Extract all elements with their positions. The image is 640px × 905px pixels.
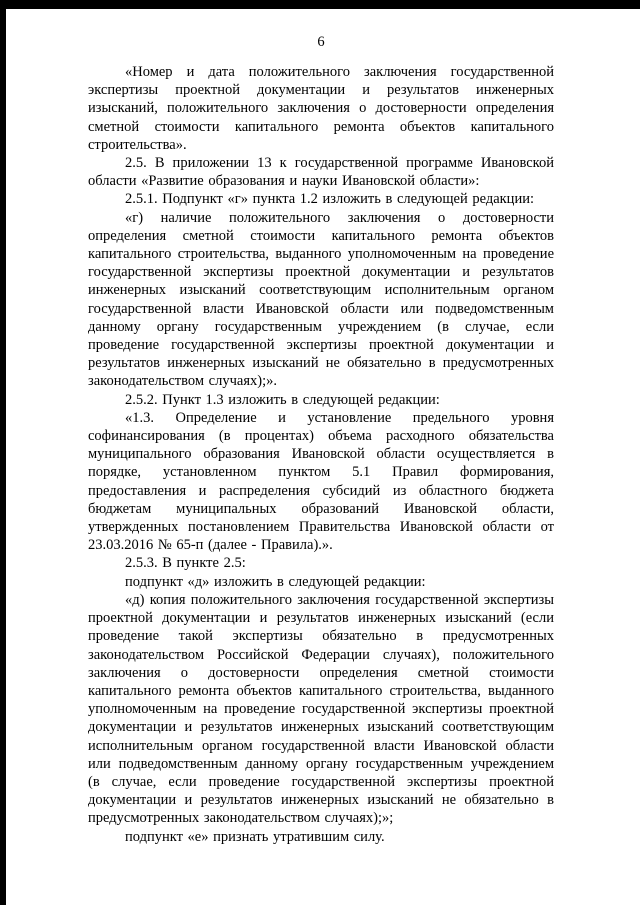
paragraph: «1.3. Определение и установление предельного уровня софинансирования (в процентах) объема расходного обязательства муниципального образования Ивановской области осуществляется в порядке, установленном пунктом 5.1 Правил формирования, предоставления и распределения субсидий из областного бюджета бюджетам муниципальных образований Ивановской области, утвержденных постановлением Правительства Ивановской области от 23.03.2016 № 65-п (далее - Правила).». — [88, 409, 554, 554]
page-number: 6 — [317, 34, 325, 50]
paragraph: 2.5.1. Подпункт «г» пункта 1.2 изложить в следующей редакции: — [125, 191, 534, 208]
paragraph: 2.5. В приложении 13 к государственной программе Ивановской области «Развитие образования и науки Ивановской области»: — [88, 155, 554, 190]
scan-border-top — [0, 0, 640, 9]
paragraph: «д) копия положительного заключения государственной экспертизы проектной документации и результатов инженерных изысканий (если проведение такой экспертизы обязательно в предусмотренных законодательством Российской Федерации случаях), положительного заключения о достоверности определения сметной стоимости капитального ремонта объектов капитального строительства, выданного уполномоченным на проведение государственной экспертизы проектной документации и результатов инженерных изысканий соответствующим исполнительным органом государственной власти Ивановской области или подведомственным данному органу государственным учреждением (в случае, если проведение государственной экспертизы проектной документации и результатов инженерных изысканий не обязательно в предусмотренных законодательством случаях);»; — [88, 591, 554, 827]
paragraph: «г) наличие положительного заключения о достоверности определения сметной стоимости капитального ремонта объектов капитального строительства, выданного уполномоченным на проведение государственной экспертизы проектной документации и результатов инженерных изысканий соответствующим исполнительным органом государственной власти Ивановской области или подведомственным данному органу государственным учреждением (в случае, если проведение государственной экспертизы проектной документации и результатов инженерных изысканий не обязательно в предусмотренных законодательством случаях);». — [88, 209, 554, 390]
scan-border-left — [0, 0, 6, 905]
paragraph: подпункт «д» изложить в следующей редакции: — [125, 573, 426, 590]
paragraph: 2.5.3. В пункте 2.5: — [125, 555, 246, 572]
paragraph: «Номер и дата положительного заключения государственной экспертизы проектной документации и результатов инженерных изысканий, положительного заключения о достоверности определения сметной стоимости капитального ремонта объектов капитального строительства». — [88, 64, 554, 153]
paragraph: подпункт «е» признать утратившим силу. — [125, 828, 385, 845]
document-body — [88, 63, 554, 846]
paragraph: 2.5.2. Пункт 1.3 изложить в следующей редакции: — [125, 391, 440, 408]
